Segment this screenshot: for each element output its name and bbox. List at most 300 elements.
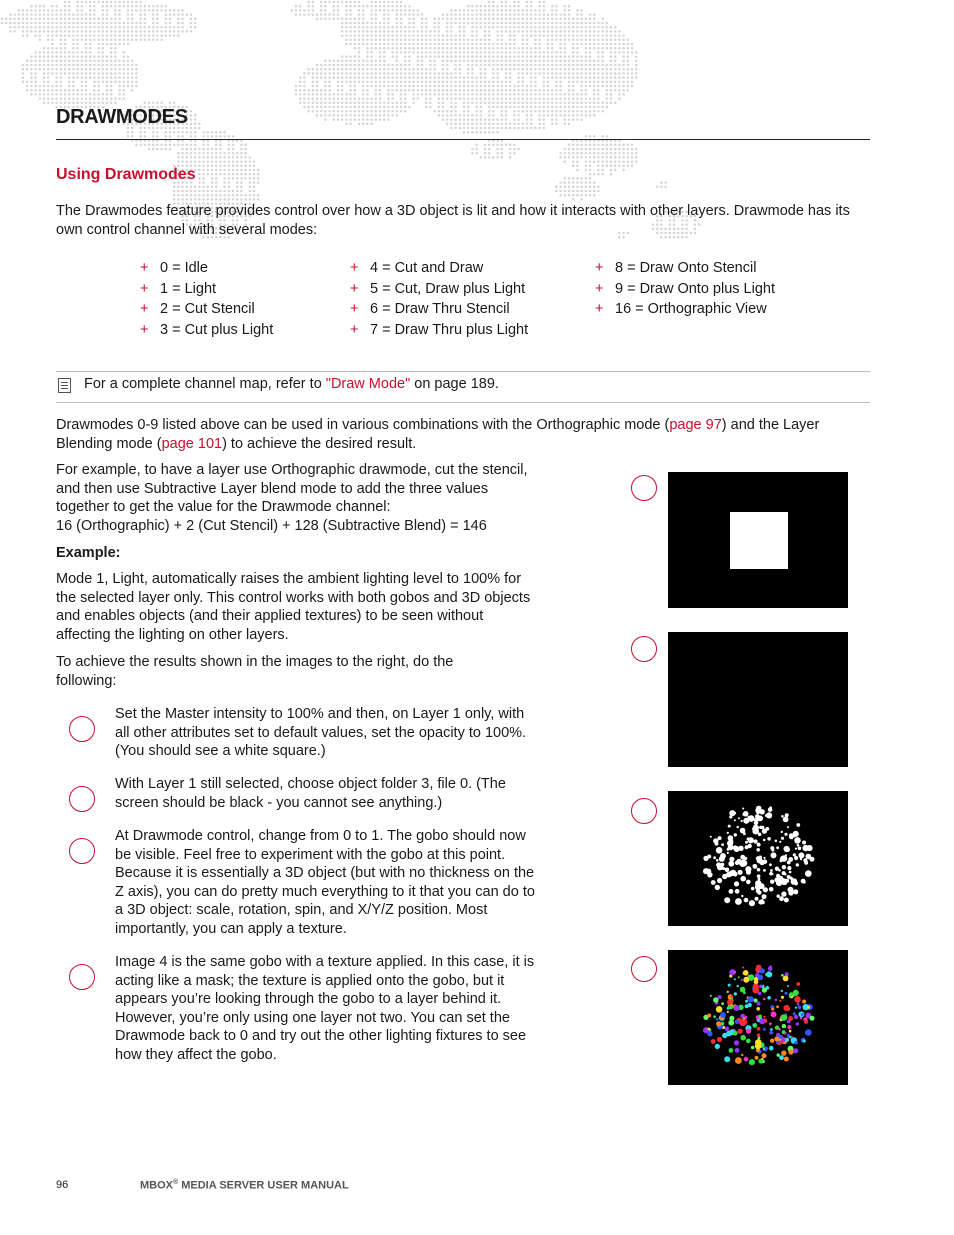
textured-gobo-dot [763, 1016, 765, 1018]
step-1-text: Set the Master intensity to 100% and then, on Layer 1 only, with all other attributes set to default values, set the opacity to 100%. (You should see a white square.) [115, 706, 527, 760]
gobo-dot [769, 887, 774, 892]
textured-gobo-dot [716, 1021, 721, 1026]
textured-gobo-dot [785, 1038, 789, 1042]
gobo-dot [741, 820, 743, 822]
gobo-dot [749, 900, 755, 906]
page-number: 96 [56, 1179, 69, 1191]
textured-gobo-dot [735, 1020, 739, 1024]
gobo-dot [776, 846, 779, 849]
textured-gobo-dot [717, 1037, 722, 1042]
gobo-dot [763, 839, 766, 842]
gobo-dot [734, 846, 740, 852]
textured-gobo-dot [787, 1025, 791, 1029]
section-title: Using Drawmodes [56, 166, 196, 183]
step-number-circle [69, 964, 95, 990]
textured-gobo-dot [770, 1039, 774, 1043]
title-rule [56, 139, 870, 140]
textured-gobo-dot [721, 1002, 724, 1005]
textured-gobo-dot [762, 988, 767, 993]
mode-item: + 6 = Draw Thru Stencil [350, 301, 510, 317]
gobo-dot [794, 856, 798, 860]
textured-gobo-dot [741, 979, 743, 981]
gobo-dot [775, 840, 778, 843]
textured-gobo-dot [753, 984, 759, 990]
intro-paragraph: The Drawmodes feature provides control over how a 3D object is lit and how it interacts with other layers. Drawmode has its own control channel with several modes: [56, 203, 850, 238]
textured-gobo-dot [783, 976, 789, 982]
textured-gobo-dot [716, 1018, 719, 1021]
textured-gobo-dot [734, 1040, 739, 1045]
mode-item: + 1 = Light [140, 280, 217, 297]
gobo-dot [717, 878, 722, 883]
gobo-dot [758, 833, 762, 837]
textured-gobo-dot [793, 990, 799, 996]
textured-gobo-dot [759, 968, 764, 973]
note-text: For a complete channel map, refer to "Draw Mode" on page 189. [84, 376, 499, 392]
gobo-dot [754, 839, 758, 843]
textured-gobo-dot [707, 1014, 711, 1018]
textured-gobo-dot [746, 1039, 751, 1044]
gobo-dot [710, 836, 712, 838]
gobo-dot [727, 832, 729, 834]
page-101-link[interactable]: page 101 [161, 435, 223, 452]
textured-gobo-dot [797, 1003, 800, 1006]
textured-gobo-dot [758, 1037, 761, 1040]
gobo-dot [752, 828, 754, 830]
gobo-dot [789, 871, 792, 874]
plus-icon: + [350, 301, 359, 317]
textured-gobo-dot [707, 1031, 712, 1036]
formula-line: 16 (Orthographic) + 2 (Cut Stencil) + 128 (Subtractive Blend) = 146 [56, 517, 487, 534]
gobo-dot [762, 829, 767, 834]
step-4-text: Image 4 is the same gobo with a texture applied. In this case, it is acting like a mask; the texture is applied onto the gobo, but it appears you’re looking through the gobo to a layer behind it. However, you’re only using one layer not two. You can set the Drawmode back to 0 and try out the other lighting fixtures to see how they affect the gobo. [115, 954, 535, 1063]
plus-icon: + [140, 260, 149, 276]
mode-item: + 0 = Idle [140, 260, 208, 276]
gobo-dot [743, 818, 749, 824]
step-2-text: With Layer 1 still selected, choose object folder 3, file 0. (The screen should be black - you cannot see anything.) [115, 776, 506, 811]
textured-gobo-dot [757, 1033, 761, 1037]
textured-gobo-dot [734, 978, 736, 980]
textured-gobo-dot [789, 992, 793, 996]
gobo-dot [785, 879, 789, 883]
gobo-dot [715, 885, 720, 890]
gobo-dot [757, 816, 763, 822]
textured-gobo-dot [774, 1036, 779, 1041]
gobo-dot [713, 856, 716, 859]
gobo-textured-dots [668, 950, 848, 1085]
modes-column-3 [595, 260, 775, 322]
gobo-white-dots [668, 791, 848, 926]
gobo-dot [807, 847, 810, 850]
gobo-dot [762, 894, 767, 899]
gobo-dot [763, 889, 765, 891]
gobo-dot [742, 808, 744, 810]
gobo-dot [771, 849, 774, 852]
mode-item: + 9 = Draw Onto plus Light [595, 280, 775, 297]
plus-icon: + [350, 280, 359, 297]
gobo-dot [781, 831, 783, 833]
textured-gobo-dot [728, 984, 731, 987]
gobo-dot [763, 869, 766, 872]
mode-item: + 3 = Cut plus Light [140, 321, 274, 338]
gobo-dot [794, 837, 801, 844]
gobo-dot [781, 891, 786, 896]
gobo-dot [753, 864, 755, 866]
textured-gobo-dot [781, 990, 783, 992]
gobo-dot [738, 817, 740, 819]
gobo-dot [789, 877, 791, 879]
textured-gobo-dot [767, 996, 771, 1000]
gobo-dot [735, 861, 739, 865]
gobo-dot [805, 870, 812, 877]
gobo-dot [743, 811, 749, 817]
gobo-dot [741, 895, 743, 897]
textured-gobo-dot [743, 977, 749, 983]
textured-gobo-dot [770, 1028, 773, 1031]
textured-gobo-dot [745, 1004, 749, 1008]
gobo-dot [793, 831, 799, 837]
textured-gobo-dot [771, 1008, 774, 1011]
mode-item: + 4 = Cut and Draw [350, 260, 484, 276]
textured-gobo-dot [742, 967, 744, 969]
textured-gobo-dot [745, 1000, 748, 1003]
textured-gobo-dot [801, 1013, 804, 1016]
textured-gobo-dot [757, 1002, 761, 1006]
gobo-dot [735, 889, 740, 894]
plus-icon: + [140, 280, 149, 297]
textured-gobo-dot [810, 1016, 815, 1021]
plus-icon: + [350, 260, 359, 276]
gobo-dot [769, 806, 772, 809]
gobo-dot [769, 872, 773, 876]
textured-gobo-dot [710, 995, 712, 997]
textured-gobo-dot [798, 1006, 802, 1010]
textured-gobo-dot [759, 985, 762, 988]
gobo-dot [779, 841, 781, 843]
gobo-dot [707, 855, 711, 859]
textured-gobo-dot [804, 1020, 808, 1024]
gobo-dot [794, 882, 797, 885]
mode-item: + 7 = Draw Thru plus Light [350, 321, 529, 338]
gobo-dot [713, 838, 718, 843]
gobo-dot [758, 878, 761, 881]
gobo-dot [766, 812, 772, 818]
textured-gobo-dot [740, 1035, 746, 1041]
gobo-dot [796, 823, 800, 827]
textured-gobo-dot [784, 992, 787, 995]
textured-gobo-dot [807, 1006, 810, 1009]
textured-gobo-dot [708, 1028, 711, 1031]
gobo-dot [734, 819, 736, 821]
gobo-dot [787, 826, 789, 828]
example-intro-paragraph: For example, to have a layer use Orthographic drawmode, cut the stencil, and then use Subtractive Layer blend mode to add the three values together to get the value for the Drawmode channel: 16 (Orthographic) + 2 (Cut Stencil) + 128 (Subtractive Blend) = 146 [56, 461, 534, 535]
result-image-4 [668, 950, 848, 1085]
white-square [730, 512, 788, 569]
gobo-dot [800, 858, 802, 860]
textured-gobo-dot [711, 1039, 716, 1044]
textured-gobo-dot [734, 1005, 740, 1011]
mode-item: + 16 = Orthographic View [595, 301, 767, 317]
plus-icon: + [595, 280, 604, 297]
image-number-circle [631, 475, 657, 501]
textured-gobo-dot [793, 1048, 798, 1053]
gobo-dot [743, 858, 746, 861]
gobo-dot [734, 881, 739, 886]
textured-gobo-dot [794, 1041, 797, 1044]
textured-gobo-dot [740, 987, 746, 993]
mode-item: + 5 = Cut, Draw plus Light [350, 280, 526, 297]
textured-gobo-dot [800, 1017, 802, 1019]
textured-gobo-dot [769, 1031, 773, 1035]
textured-gobo-dot [746, 1029, 751, 1034]
textured-gobo-dot [784, 1057, 789, 1062]
textured-gobo-dot [744, 1057, 749, 1062]
textured-gobo-dot [778, 1028, 781, 1031]
gobo-dot [757, 843, 761, 847]
plus-icon: + [595, 260, 604, 276]
textured-gobo-dot [752, 987, 754, 989]
textured-gobo-dot [718, 995, 722, 999]
gobo-dot [745, 845, 749, 849]
gobo-dot [784, 833, 787, 836]
textured-gobo-dot [734, 992, 737, 995]
textured-gobo-dot [756, 1007, 760, 1011]
page-97-link[interactable]: page 97 [669, 417, 722, 433]
footer-manual-title: MBOX® MEDIA SERVER USER MANUAL [140, 1179, 349, 1192]
textured-gobo-dot [769, 965, 772, 968]
textured-gobo-dot [726, 1031, 732, 1037]
textured-gobo-dot [763, 1028, 766, 1031]
step-number-circle [69, 716, 95, 742]
gobo-dot [783, 817, 789, 823]
gobo-dot [745, 841, 748, 844]
textured-gobo-dot [758, 1059, 763, 1064]
textured-gobo-dot [789, 1030, 792, 1033]
gobo-dot [707, 872, 712, 877]
gobo-dot [810, 857, 815, 862]
gobo-dot [748, 837, 754, 843]
gobo-dot [734, 833, 737, 836]
textured-gobo-dot [805, 1029, 812, 1036]
plus-icon: + [140, 321, 149, 338]
gobo-dot [784, 873, 786, 875]
gobo-dot [788, 857, 793, 862]
textured-gobo-dot [731, 995, 733, 997]
textured-gobo-dot [776, 1005, 779, 1008]
textured-gobo-dot [738, 1029, 743, 1034]
textured-gobo-dot [713, 997, 718, 1002]
gobo-dot [782, 865, 786, 869]
textured-gobo-dot [781, 1050, 786, 1055]
textured-gobo-dot [727, 991, 729, 993]
textured-gobo-dot [713, 1015, 716, 1018]
textured-gobo-dot [769, 1022, 772, 1025]
gobo-dot [767, 837, 771, 841]
textured-gobo-dot [738, 976, 740, 978]
textured-gobo-dot [751, 1046, 755, 1050]
gobo-dot [727, 852, 729, 854]
gobo-dot [784, 898, 789, 903]
gobo-dot [718, 836, 722, 840]
textured-gobo-dot [716, 1006, 723, 1013]
gobo-dot [803, 880, 806, 883]
gobo-dot [740, 876, 746, 882]
textured-gobo-dot [777, 1053, 780, 1056]
gobo-dot [731, 836, 733, 838]
gobo-dot [759, 809, 764, 814]
gobo-dot [730, 845, 733, 848]
textured-gobo-dot [757, 1027, 761, 1031]
textured-gobo-dot [724, 1056, 730, 1062]
textured-gobo-dot [771, 1011, 777, 1017]
gobo-dot [757, 874, 761, 878]
image-number-circle [631, 956, 657, 982]
gobo-dot [746, 880, 751, 885]
mode-item: + 2 = Cut Stencil [140, 301, 255, 317]
textured-gobo-dot [796, 982, 800, 986]
example-label: Example: [56, 545, 121, 561]
step-number-circle [69, 838, 95, 864]
gobo-dot [795, 848, 797, 850]
gobo-dot [741, 860, 748, 867]
textured-gobo-dot [753, 1023, 755, 1025]
textured-gobo-dot [754, 998, 758, 1002]
note-box [56, 371, 870, 403]
gobo-dot [787, 866, 791, 870]
image-number-circle [631, 798, 657, 824]
textured-gobo-dot [741, 1019, 748, 1026]
gobo-dot [770, 869, 773, 872]
textured-gobo-dot [730, 1004, 733, 1007]
step-3-text: At Drawmode control, change from 0 to 1. The gobo should now be visible. Feel free to experiment with the gobo at this point. Because it is essentially a 3D object (but with no thickness on the Z axis), you can do pretty much everything to it that you can do to a 3D object: scale, rotation, spin, and X/Y/Z position. Most importantly, you can apply a texture. [115, 828, 535, 937]
textured-gobo-dot [733, 1031, 738, 1036]
gobo-dot [788, 890, 793, 895]
gobo-dot [770, 880, 774, 884]
gobo-dot [756, 848, 760, 852]
gobo-dot [778, 869, 781, 872]
gobo-dot [784, 846, 790, 852]
gobo-dot [802, 841, 806, 845]
gobo-dot [720, 853, 726, 859]
gobo-dot [758, 900, 763, 905]
textured-gobo-dot [766, 971, 772, 977]
gobo-dot [796, 863, 799, 866]
page-title: DRAWMODES [56, 106, 188, 128]
gobo-dot [724, 897, 730, 903]
mode1-paragraph: Mode 1, Light, automatically raises the ambient lighting level to 100% for the selected layer only. This control works with both gobos and 3D objects and enables objects (and their applied textures) to be seen without affecting the lighting on other layers. [56, 571, 531, 643]
gobo-dot [789, 833, 793, 837]
gobo-dot [746, 870, 751, 875]
textured-gobo-dot [759, 1019, 765, 1025]
gobo-dot [740, 828, 746, 834]
textured-gobo-dot [763, 1048, 765, 1050]
gobo-dot [758, 856, 762, 860]
result-image-3 [668, 791, 848, 926]
gobo-dot [771, 852, 777, 858]
gobo-dot [744, 898, 749, 903]
result-image-1 [668, 472, 848, 608]
textured-gobo-dot [784, 1005, 790, 1011]
textured-gobo-dot [788, 1049, 793, 1054]
textured-gobo-dot [758, 1015, 762, 1019]
textured-gobo-dot [789, 1036, 791, 1038]
textured-gobo-dot [735, 1057, 742, 1064]
textured-gobo-dot [749, 1059, 755, 1065]
textured-gobo-dot [757, 975, 763, 981]
gobo-dot [755, 897, 759, 901]
textured-gobo-dot [787, 985, 789, 987]
gobo-dot [781, 855, 788, 862]
textured-gobo-dot [758, 992, 762, 996]
gobo-dot [716, 847, 723, 854]
textured-gobo-dot [762, 1053, 767, 1058]
textured-gobo-dot [743, 970, 749, 976]
textured-gobo-dot [728, 1020, 734, 1026]
gobo-dot [737, 826, 739, 828]
step-number-circle [69, 786, 95, 812]
gobo-dot [793, 889, 798, 894]
gobo-dot [721, 843, 724, 846]
result-image-2 [668, 632, 848, 767]
gobo-dot [757, 868, 761, 872]
textured-gobo-dot [729, 1048, 734, 1053]
draw-mode-link[interactable]: "Draw Mode" [325, 376, 411, 392]
achieve-paragraph: To achieve the results shown in the images to the right, do the following: [56, 654, 454, 689]
textured-gobo-dot [784, 1032, 786, 1034]
modes-column-1 [140, 260, 273, 342]
plus-icon: + [350, 321, 359, 338]
gobo-dot [759, 826, 762, 829]
gobo-dot [774, 877, 779, 882]
textured-gobo-dot [781, 996, 784, 999]
textured-gobo-dot [735, 1048, 740, 1053]
textured-gobo-dot [715, 1044, 720, 1049]
gobo-dot [716, 859, 719, 862]
gobo-dot [733, 872, 738, 877]
textured-gobo-dot [720, 1012, 726, 1018]
gobo-dot [753, 825, 759, 831]
gobo-dot [759, 860, 765, 866]
textured-gobo-dot [755, 1043, 761, 1049]
textured-gobo-dot [794, 996, 801, 1003]
plus-icon: + [140, 301, 149, 317]
textured-gobo-dot [796, 1022, 799, 1025]
gobo-dot [728, 861, 734, 867]
gobo-dot [781, 815, 784, 818]
gobo-dot [777, 894, 780, 897]
textured-gobo-dot [788, 1016, 793, 1021]
textured-gobo-dot [769, 1046, 774, 1051]
gobo-dot [725, 868, 730, 873]
gobo-dot [779, 896, 784, 901]
modes-column-2 [350, 260, 528, 342]
textured-gobo-dot [779, 1055, 784, 1060]
gobo-dot [804, 861, 808, 865]
textured-gobo-dot [781, 974, 784, 977]
textured-gobo-dot [725, 1027, 730, 1032]
gobo-dot [797, 844, 800, 847]
textured-gobo-dot [802, 1000, 806, 1004]
textured-gobo-dot [779, 1000, 781, 1002]
textured-gobo-dot [794, 1015, 798, 1019]
gobo-dot [735, 898, 742, 905]
textured-gobo-dot [737, 985, 739, 987]
gobo-dot [733, 812, 736, 815]
textured-gobo-dot [782, 1024, 786, 1028]
textured-gobo-dot [781, 1014, 788, 1021]
gobo-dot [763, 857, 765, 859]
textured-gobo-dot [775, 999, 778, 1002]
gobo-dot [751, 887, 755, 891]
